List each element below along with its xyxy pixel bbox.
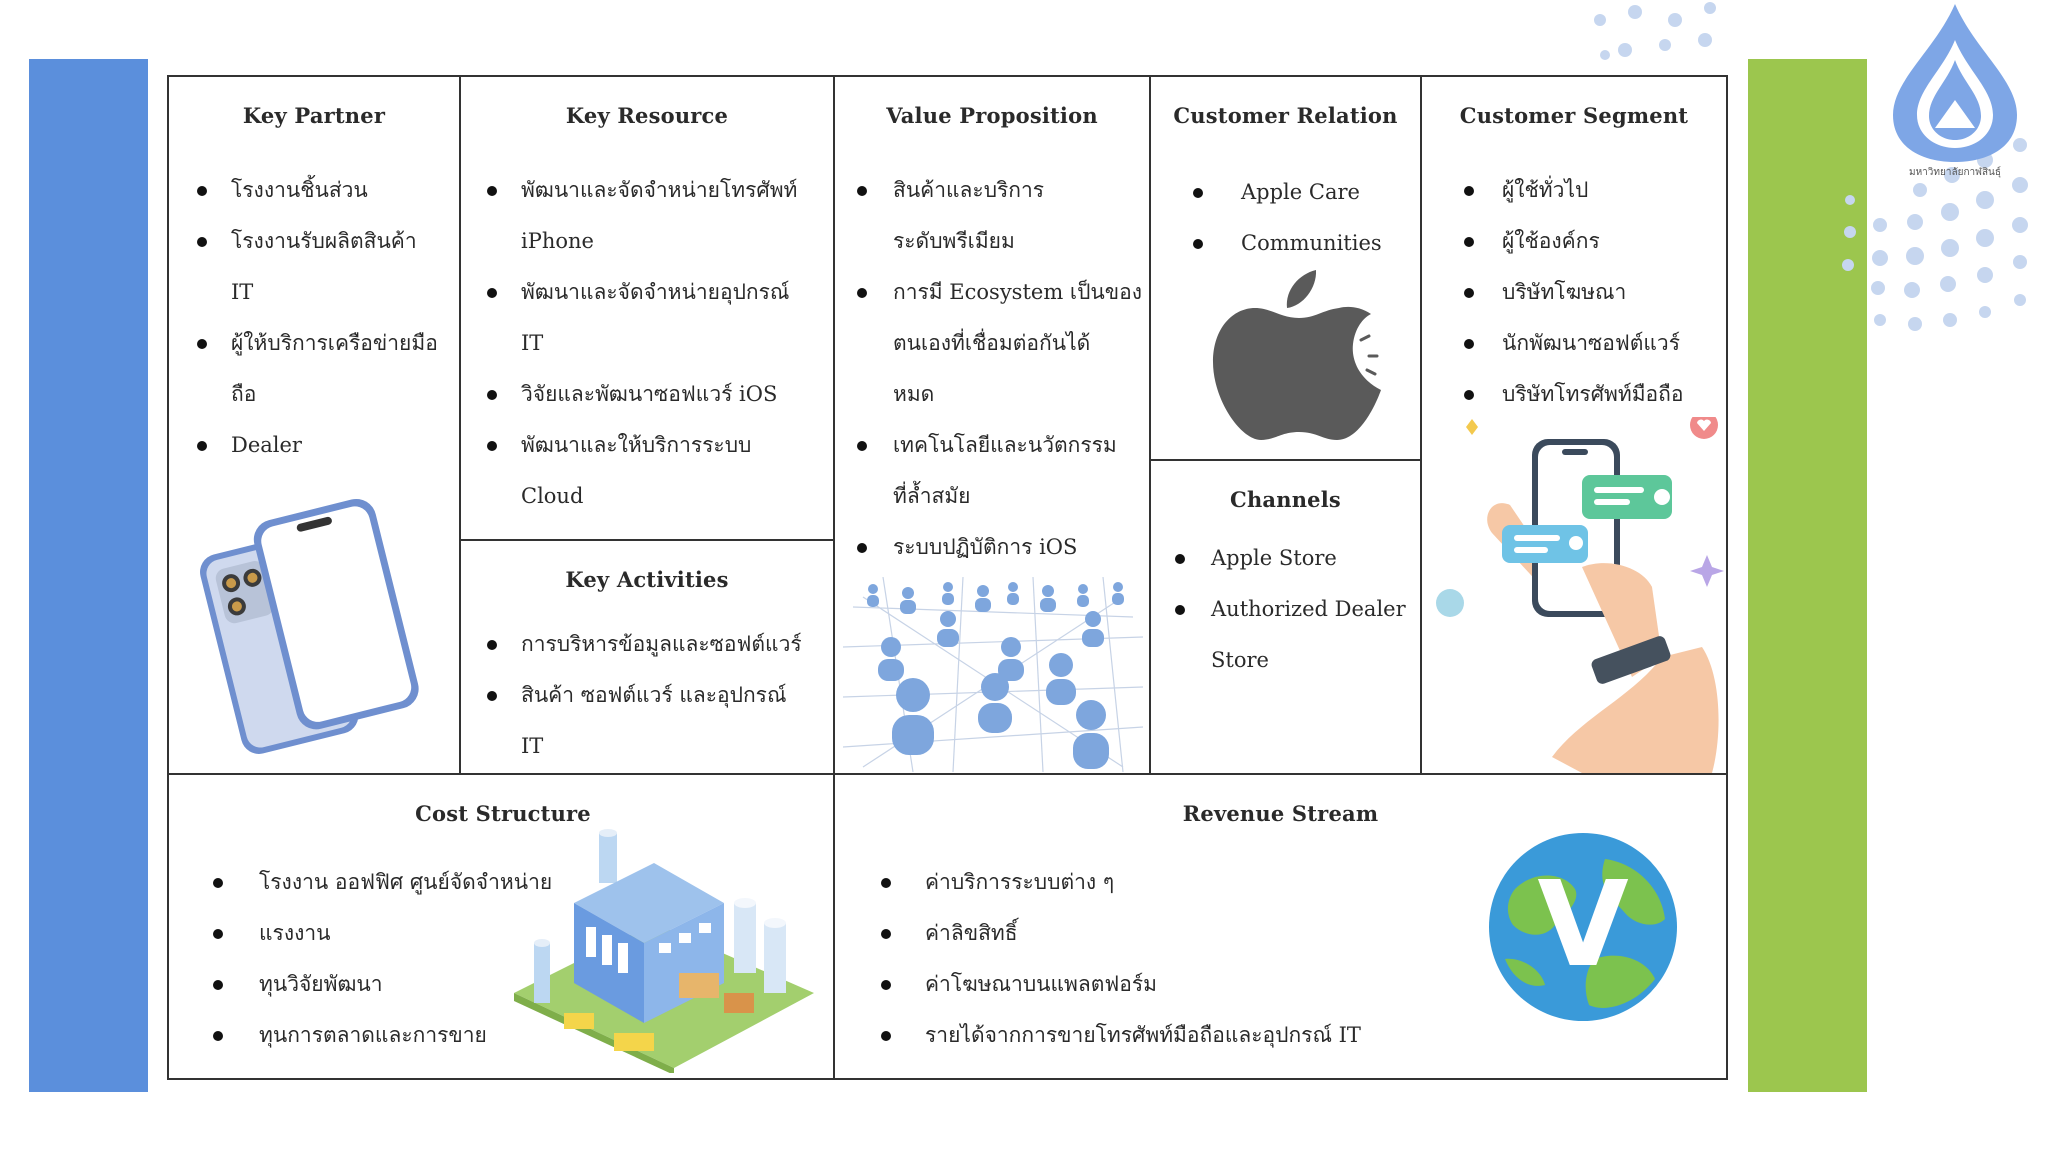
list-item: การบริหารข้อมูลและซอฟต์แวร์ bbox=[485, 619, 835, 670]
list-item: เทคโนโลยีและนวัตกรรม bbox=[855, 420, 1151, 471]
key-partner-cell bbox=[167, 75, 461, 775]
key-resource-list bbox=[485, 165, 835, 522]
left-accent-bar bbox=[29, 59, 148, 1092]
list-item: IT bbox=[231, 280, 254, 304]
list-item: iPhone bbox=[521, 229, 594, 253]
list-item: นักพัฒนาซอฟต์แวร์ bbox=[1462, 318, 1728, 369]
list-item: ระดับพรีเมียม bbox=[893, 229, 1015, 253]
revenue-stream-cell bbox=[833, 773, 1728, 1080]
list-item: พัฒนาและให้บริการระบบ bbox=[485, 420, 835, 471]
list-item: โรงงาน ออฟฟิศ ศูนย์จัดจำหน่าย bbox=[211, 857, 631, 908]
list-item: ค่าบริการระบบต่าง ๆ bbox=[879, 857, 1479, 908]
customer-relation-title: Customer Relation bbox=[1173, 103, 1398, 128]
list-item: Apple Store bbox=[1173, 533, 1421, 584]
revenue-stream-title: Revenue Stream bbox=[1182, 801, 1379, 826]
list-item: Authorized Dealer bbox=[1173, 584, 1421, 635]
list-item: Apple Care bbox=[1191, 167, 1421, 218]
customer-segment-title: Customer Segment bbox=[1459, 103, 1689, 128]
cost-structure-title: Cost Structure bbox=[415, 801, 591, 826]
list-item: ค่าลิขสิทธิ์ bbox=[879, 908, 1479, 959]
list-item: สินค้าและบริการ bbox=[855, 165, 1151, 216]
globe-letter: V bbox=[1537, 855, 1629, 993]
list-item: บริษัทโทรศัพท์มือถือ bbox=[1462, 369, 1728, 420]
list-item: รายได้จากการขายโทรศัพท์มือถือและอุปกรณ์ IT bbox=[879, 1010, 1479, 1061]
globe-logo bbox=[1485, 829, 1681, 1025]
list-item: พัฒนาและจัดจำหน่ายอุปกรณ์ bbox=[485, 267, 835, 318]
customer-relation-cell bbox=[1149, 75, 1422, 461]
drop-logo-icon bbox=[1885, 0, 2025, 165]
key-resource-title: Key Resource bbox=[565, 103, 729, 128]
list-item: สินค้า ซอฟต์แวร์ และอุปกรณ์ bbox=[485, 670, 835, 721]
list-item: Dealer bbox=[195, 420, 457, 471]
list-item: ที่ล้ำสมัย bbox=[893, 484, 971, 508]
customer-segment-list bbox=[1462, 165, 1728, 420]
list-item: ถือ bbox=[231, 382, 257, 406]
key-activities-title: Key Activities bbox=[565, 567, 729, 592]
key-partner-title: Key Partner bbox=[242, 103, 386, 128]
list-item: ผู้ใช้ทั่วไป bbox=[1462, 165, 1728, 216]
channels-title: Channels bbox=[1230, 487, 1341, 512]
list-item: โรงงานรับผลิตสินค้า bbox=[195, 216, 457, 267]
list-item: พัฒนาและจัดจำหน่ายโทรศัพท์ bbox=[485, 165, 835, 216]
factory-building-icon bbox=[504, 823, 824, 1073]
list-item: Cloud bbox=[521, 484, 584, 508]
key-activities-cell bbox=[459, 539, 835, 775]
list-item: IT bbox=[521, 734, 544, 758]
list-item: ทุนวิจัยพัฒนา bbox=[211, 959, 631, 1010]
cost-structure-cell bbox=[167, 773, 835, 1080]
smartphone-illustration-icon bbox=[195, 492, 435, 757]
list-item: วิจัยและพัฒนาซอฟแวร์ iOS bbox=[485, 369, 835, 420]
key-activities-list bbox=[485, 619, 835, 772]
list-item: ค่าโฆษณาบนแพลตฟอร์ม bbox=[879, 959, 1479, 1010]
customer-segment-cell bbox=[1420, 75, 1728, 775]
revenue-stream-list bbox=[879, 857, 1479, 1061]
apple-logo-icon bbox=[1211, 262, 1391, 442]
list-item: หมด bbox=[893, 382, 935, 406]
list-item: บริษัทโฆษณา bbox=[1462, 267, 1728, 318]
list-item: ระบบปฏิบัติการ iOS bbox=[855, 522, 1151, 573]
people-network-icon bbox=[843, 577, 1143, 772]
list-item: IT bbox=[521, 331, 544, 355]
list-item: ทุนการตลาดและการขาย bbox=[211, 1010, 631, 1061]
hand-holding-phone-icon bbox=[1432, 417, 1728, 773]
key-resource-cell bbox=[459, 75, 835, 541]
channels-list bbox=[1173, 533, 1421, 686]
key-partner-list bbox=[195, 165, 457, 471]
list-item: ผู้ให้บริการเครือข่ายมือ bbox=[195, 318, 457, 369]
list-item: Store bbox=[1211, 648, 1269, 672]
value-proposition-list bbox=[855, 165, 1151, 573]
list-item: โรงงานชิ้นส่วน bbox=[195, 165, 457, 216]
list-item: แรงงาน bbox=[211, 908, 631, 959]
channels-cell bbox=[1149, 459, 1422, 775]
value-proposition-cell bbox=[833, 75, 1151, 775]
list-item: การมี Ecosystem เป็นของ bbox=[855, 267, 1151, 318]
university-logo bbox=[1885, 0, 2025, 185]
list-item: ผู้ใช้องค์กร bbox=[1462, 216, 1728, 267]
logo-caption: มหาวิทยาลัยกาฬสินธุ์ bbox=[1908, 167, 2002, 178]
business-model-canvas bbox=[167, 75, 1728, 1080]
value-proposition-title: Value Proposition bbox=[886, 103, 1098, 128]
customer-relation-list bbox=[1191, 167, 1421, 269]
list-item: Communities bbox=[1191, 218, 1421, 269]
list-item: ตนเองที่เชื่อมต่อกันได้ bbox=[893, 331, 1091, 355]
